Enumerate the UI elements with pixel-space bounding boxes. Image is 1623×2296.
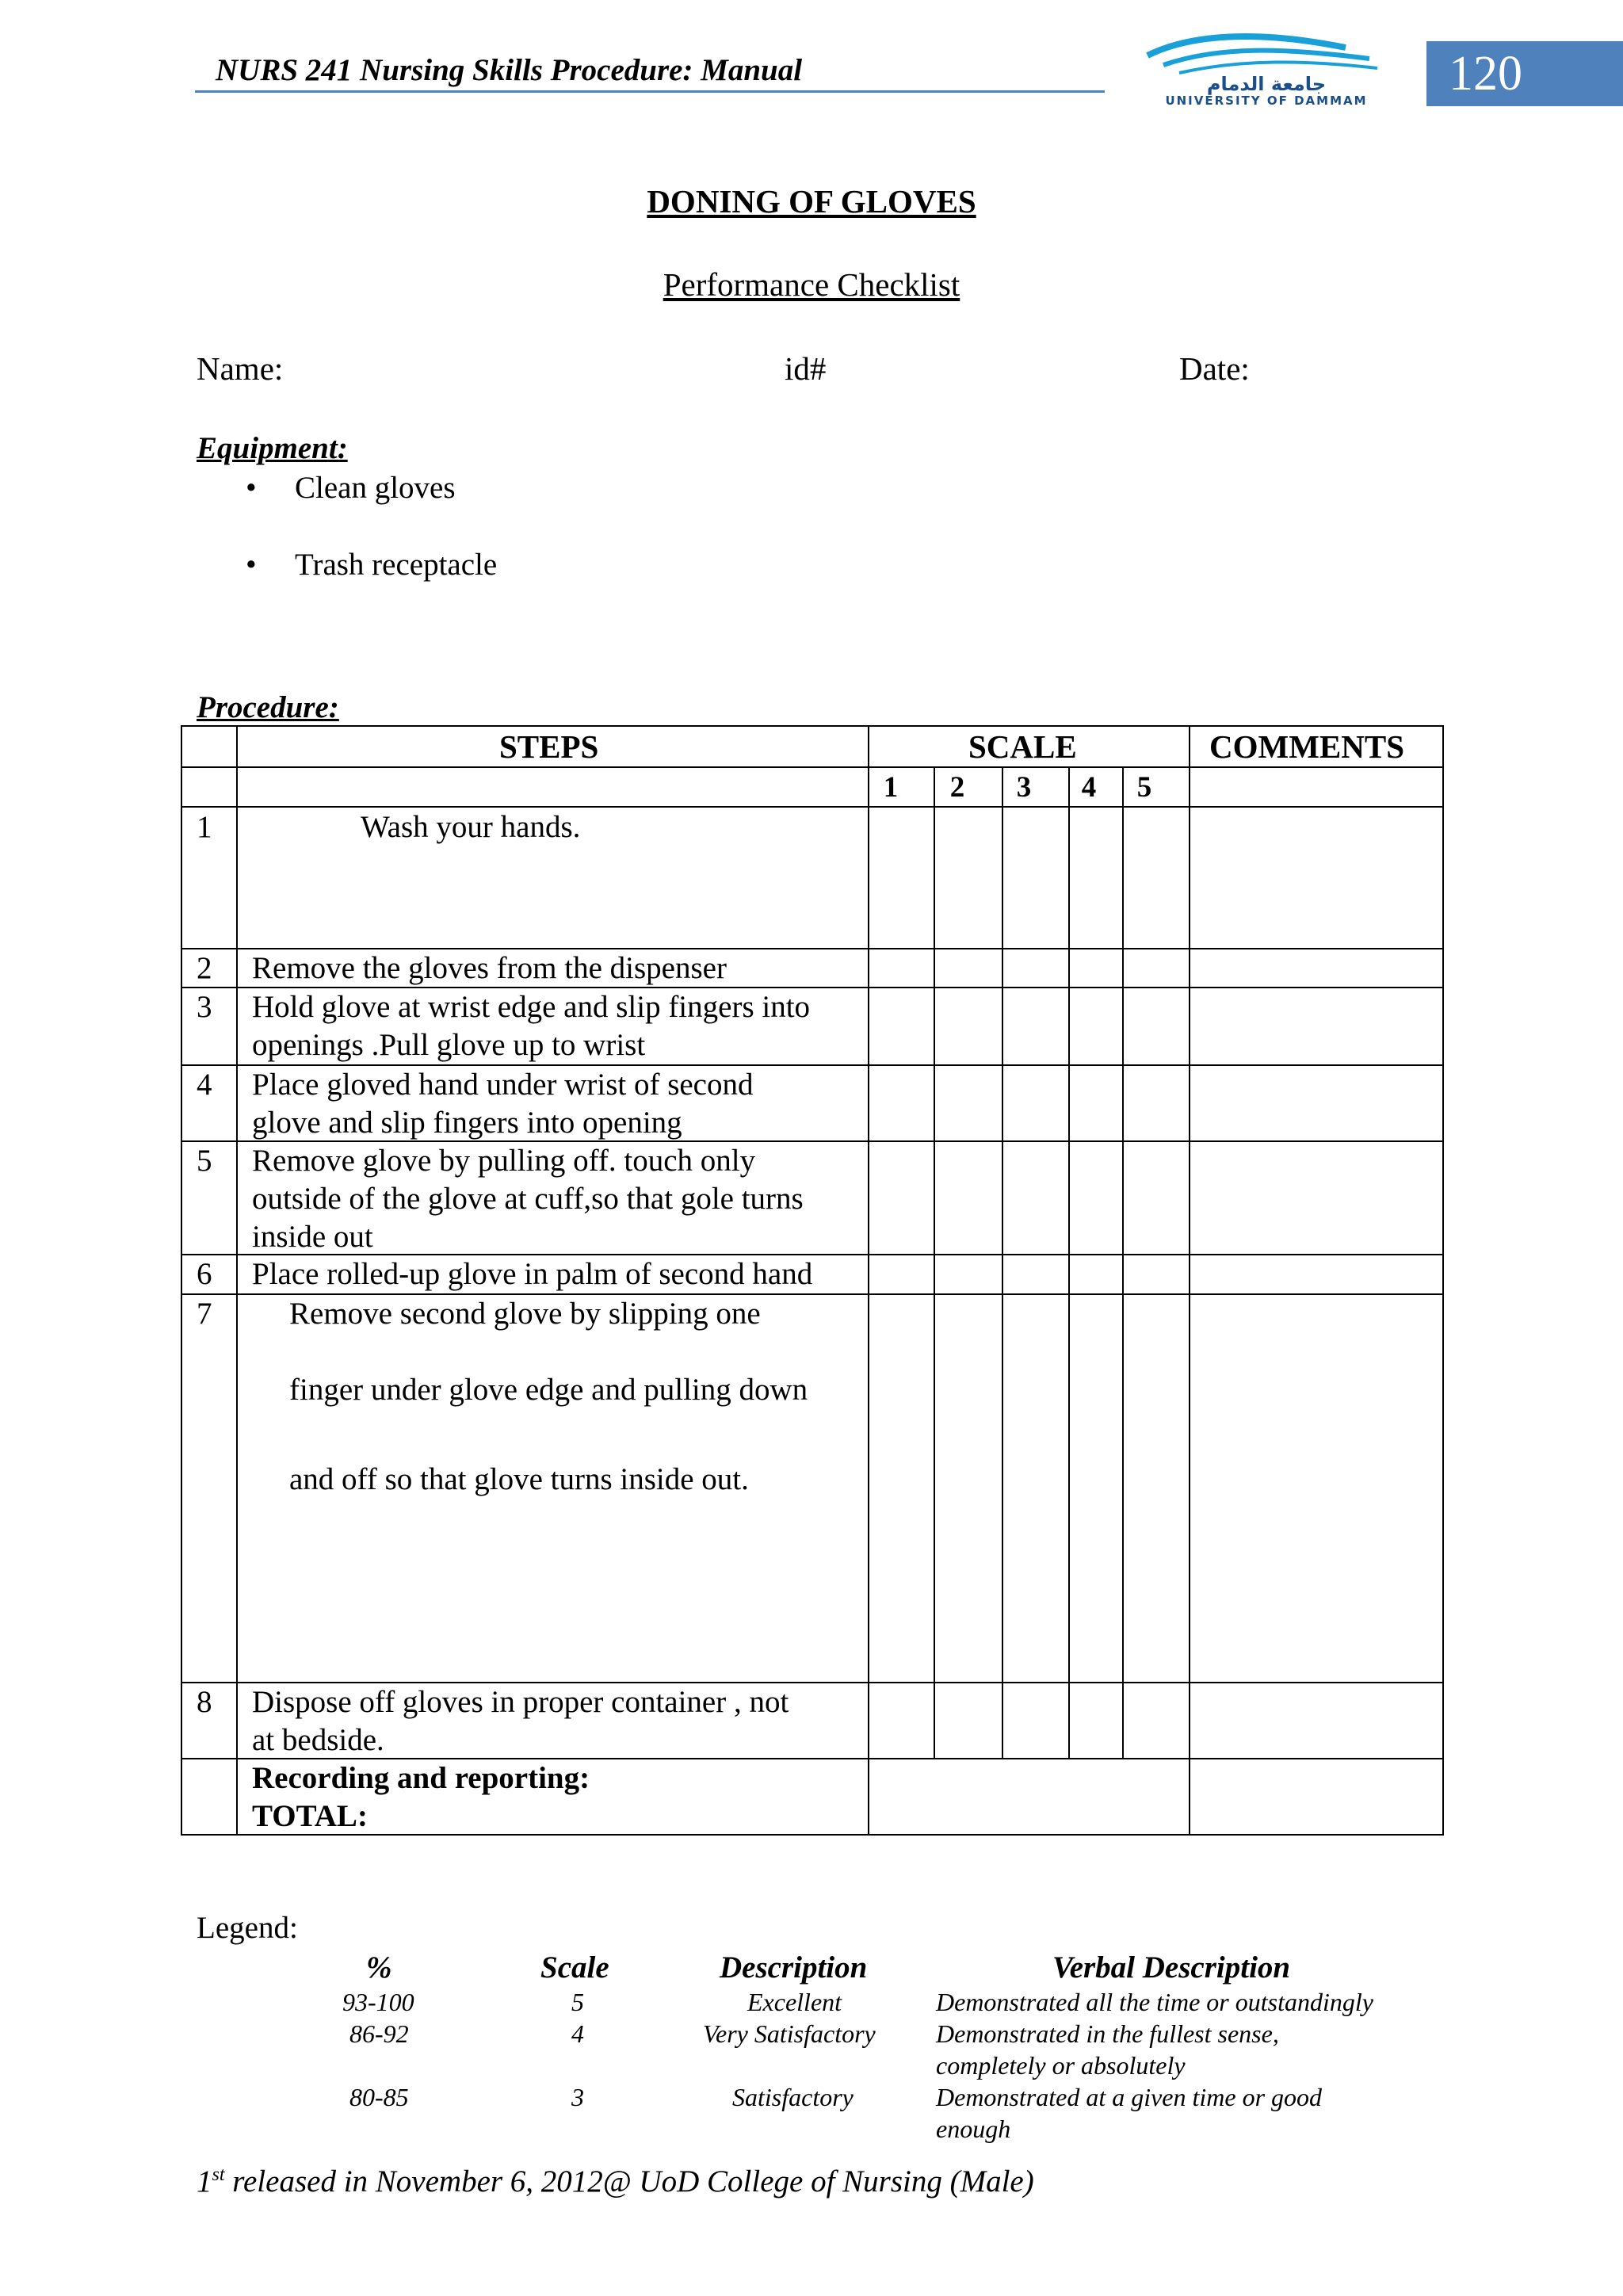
date-label: Date:: [1179, 350, 1250, 387]
legend-scale: 4: [571, 2019, 584, 2048]
scale-value: 2: [949, 771, 965, 804]
legend-label: Legend:: [197, 1911, 298, 1945]
step-number: 4: [197, 1068, 212, 1102]
steps-column-header: STEPS: [499, 728, 599, 765]
release-footer: 1st released in November 6, 2012@ UoD College of Nursing (Male): [197, 2164, 1034, 2199]
step-text: Remove the gloves from the dispenser: [252, 951, 727, 985]
step-number: 1: [197, 810, 212, 844]
legend-verbal: Demonstrated at a given time or good: [936, 2083, 1323, 2111]
svg-text:UNIVERSITY OF DAMMAM: UNIVERSITY OF DAMMAM: [1165, 94, 1368, 106]
step-number: 7: [197, 1297, 212, 1331]
step-text: Place gloved hand under wrist of second: [252, 1068, 754, 1102]
step-text: outside of the glove at cuff,so that gole turns: [252, 1182, 804, 1216]
comments-column-header: COMMENTS: [1209, 728, 1404, 765]
manual-title: NURS 241 Nursing Skills Procedure: Manual: [216, 53, 803, 87]
id-label: id#: [785, 350, 827, 387]
legend-verbal: Demonstrated in the fullest sense,: [936, 2019, 1279, 2048]
document-title: DONING OF GLOVES: [647, 183, 976, 220]
scale-value: 4: [1081, 771, 1097, 804]
legend-header-description: Description: [720, 1950, 868, 1985]
document-subtitle: Performance Checklist: [663, 266, 960, 303]
legend-description: Excellent: [747, 1988, 842, 2016]
legend-header-percent: %: [366, 1950, 392, 1985]
step-number: 8: [197, 1685, 212, 1719]
scale-value: 1: [883, 771, 899, 804]
legend-verbal: enough: [936, 2115, 1011, 2143]
scale-value: 5: [1136, 771, 1152, 804]
step-text: Dispose off gloves in proper container , not: [252, 1685, 789, 1719]
bullet-icon: •: [246, 548, 257, 582]
step-text: Remove second glove by slipping one: [289, 1297, 761, 1331]
total-label: TOTAL:: [252, 1799, 368, 1833]
step-text: at bedside.: [252, 1723, 384, 1757]
legend-header-verbal: Verbal Description: [1052, 1950, 1291, 1985]
step-text: Wash your hands.: [361, 810, 581, 844]
legend-percent: 93-100: [342, 1988, 414, 2016]
legend-scale: 3: [571, 2083, 584, 2111]
step-text: inside out: [252, 1220, 373, 1254]
header-rule: [195, 90, 1105, 93]
bullet-icon: •: [246, 471, 257, 505]
legend-header-scale: Scale: [540, 1950, 609, 1985]
legend-verbal: completely or absolutely: [936, 2051, 1186, 2080]
step-text: finger under glove edge and pulling down: [289, 1373, 808, 1407]
university-logo: [1132, 24, 1393, 106]
equipment-heading: Equipment:: [197, 431, 348, 465]
legend-percent: 80-85: [349, 2083, 409, 2111]
step-number: 2: [197, 951, 212, 985]
procedure-heading: Procedure:: [197, 690, 339, 724]
page-number: 120: [1449, 47, 1522, 101]
legend-description: Very Satisfactory: [703, 2019, 876, 2048]
svg-text:جامعة الدمام: جامعة الدمام: [1206, 73, 1327, 95]
step-text: glove and slip fingers into opening: [252, 1106, 682, 1140]
step-number: 5: [197, 1144, 212, 1178]
legend-percent: 86-92: [349, 2019, 409, 2048]
step-number: 3: [197, 990, 212, 1024]
legend-scale: 5: [571, 1988, 584, 2016]
name-label: Name:: [197, 350, 284, 387]
legend-description: Satisfactory: [732, 2083, 854, 2111]
step-text: Remove glove by pulling off. touch only: [252, 1144, 756, 1178]
scale-value: 3: [1016, 771, 1032, 804]
step-number: 6: [197, 1257, 212, 1291]
step-text: and off so that glove turns inside out.: [289, 1462, 749, 1496]
step-text: Hold glove at wrist edge and slip fingers into: [252, 990, 811, 1024]
scale-column-header: SCALE: [968, 728, 1077, 765]
recording-label: Recording and reporting:: [252, 1761, 590, 1795]
step-text: Place rolled-up glove in palm of second hand: [252, 1257, 813, 1291]
legend-verbal: Demonstrated all the time or outstandingly: [936, 1988, 1373, 2016]
step-text: openings .Pull glove up to wrist: [252, 1028, 646, 1062]
